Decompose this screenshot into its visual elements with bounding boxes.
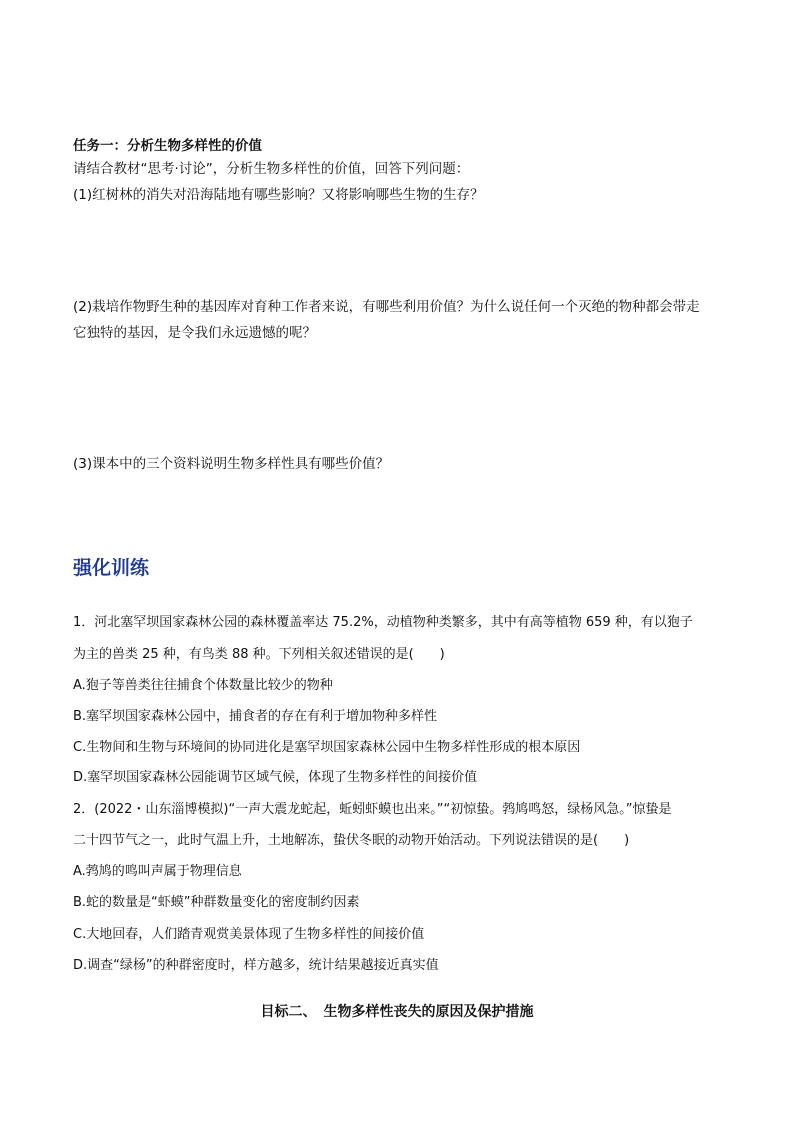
training-q1-option-d: D.塞罕坝国家森林公园能调节区域气候，体现了生物多样性的间接价值 [73, 770, 478, 785]
task1-question-1: (1)红树林的消失对沿海陆地有哪些影响？又将影响哪些生物的生存？ [73, 187, 484, 203]
training-q2-stem-line1: 2．(2022・山东淄博模拟)“一声大震龙蛇起，蚯蚓虾蟆也出来。”“初惊蛰。鹁鸠鸣怒，绿杨风急。”惊蛰是 [73, 802, 672, 817]
training-q1-option-a: A.狍子等兽类往往捕食个体数量比较少的物种 [73, 678, 333, 693]
target2-heading: 目标二、 生物多样性丧失的原因及保护措施 [260, 1004, 534, 1020]
task1-instruction: 请结合教材“思考·讨论”，分析生物多样性的价值，回答下列问题： [73, 161, 470, 177]
training-q1-stem-line1: 1．河北塞罕坝国家森林公园的森林覆盖率达 75.2%，动植物种类繁多，其中有高等植物 659 种，有以狍子 [73, 615, 693, 630]
task1-title: 任务一：分析生物多样性的价值 [73, 138, 262, 154]
training-q1-stem-line2: 为主的兽类 25 种，有鸟类 88 种。下列相关叙述错误的是( ) [73, 647, 445, 662]
training-q2-option-c: C.大地回春，人们踏青观赏美景体现了生物多样性的间接价值 [73, 927, 425, 942]
training-heading: 强化训练 [73, 557, 150, 579]
training-q2-option-d: D.调查“绿杨”的种群密度时，样方越多，统计结果越接近真实值 [73, 958, 439, 973]
training-q2-stem-line2: 二十四节气之一，此时气温上升，土地解冻，蛰伏冬眠的动物开始活动。下列说法错误的是( ) [73, 833, 630, 848]
training-q2-option-b: B.蛇的数量是“虾蟆”种群数量变化的密度制约因素 [73, 895, 360, 910]
training-q1-option-b: B.塞罕坝国家森林公园中，捕食者的存在有利于增加物种多样性 [73, 709, 438, 724]
task1-question-2-line2: 它独特的基因，是令我们永远遗憾的呢？ [73, 325, 316, 341]
training-q2-option-a: A.鹁鸠的鸣叫声属于物理信息 [73, 864, 242, 879]
training-q1-option-c: C.生物间和生物与环境间的协同进化是塞罕坝国家森林公园中生物多样性形成的根本原因 [73, 740, 581, 755]
task1-question-3: (3)课本中的三个资料说明生物多样性具有哪些价值？ [73, 456, 390, 472]
task1-question-2-line1: (2)栽培作物野生种的基因库对育种工作者来说，有哪些利用价值？为什么说任何一个灭绝的物种都会带走 [73, 299, 700, 315]
